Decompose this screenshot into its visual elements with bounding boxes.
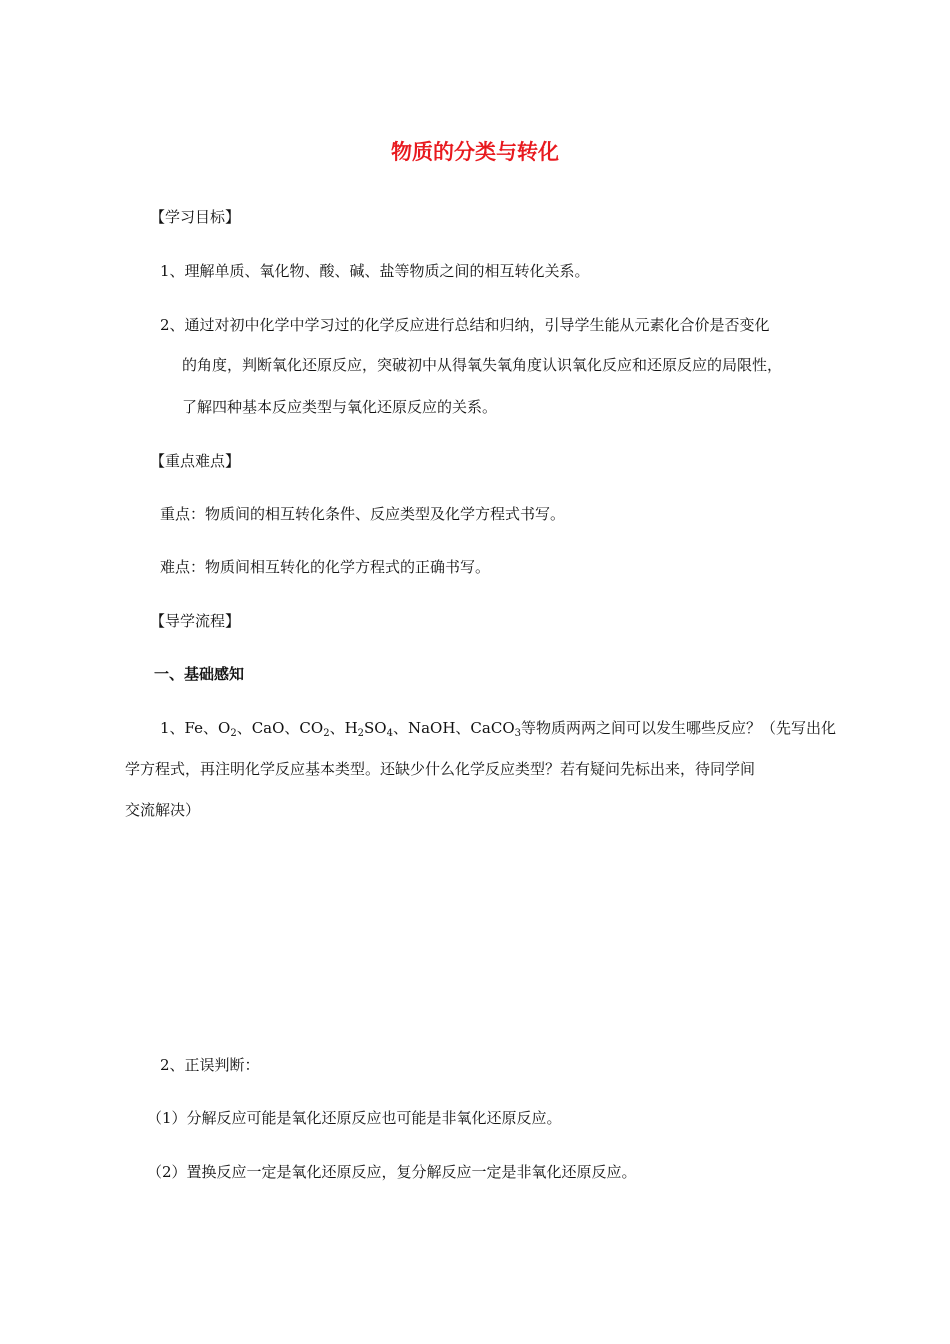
q1-subscript: 2 [357, 728, 365, 739]
q1-text: 、NaOH、CaCO [392, 719, 515, 737]
question-1-line-2: 学方程式，再注明化学反应基本类型。还缺少什么化学反应类型？若有疑问先标出来，待同学间 [125, 760, 756, 778]
question-1-line-3: 交流解决） [125, 801, 201, 819]
key-points-heading: 【重点难点】 [150, 452, 241, 470]
q1-text: 1、Fe、O [160, 719, 231, 737]
q1-text: 、CaO、CO [236, 719, 324, 737]
objective-item-2-line-3: 了解四种基本反应类型与氧化还原反应的关系。 [182, 398, 498, 416]
q1-subscript: 4 [386, 728, 393, 739]
q1-text: 、H [329, 719, 358, 737]
key-point: 重点：物质间的相互转化条件、反应类型及化学方程式书写。 [160, 505, 566, 523]
q1-subscript: 3 [514, 728, 522, 739]
objective-item-1: 1、理解单质、氧化物、酸、碱、盐等物质之间的相互转化关系。 [160, 262, 590, 280]
section-basic-perception: 一、基础感知 [154, 665, 245, 683]
q1-subscript: 2 [230, 728, 237, 739]
q1-text: 等物质两两之间可以发生哪些反应？（先写出化 [521, 719, 837, 737]
objective-item-2-line-1: 2、通过对初中化学中学习过的化学反应进行总结和归纳，引导学生能从元素化合价是否变化 [160, 316, 770, 334]
q1-subscript: 2 [323, 728, 330, 739]
difficulty-point: 难点：物质间相互转化的化学方程式的正确书写。 [160, 558, 491, 576]
question-2-item-1: （1）分解反应可能是氧化还原反应也可能是非氧化还原反应。 [147, 1109, 562, 1127]
page-title: 物质的分类与转化 [391, 140, 559, 164]
objectives-heading: 【学习目标】 [150, 208, 241, 226]
question-2-heading: 2、正误判断： [160, 1056, 260, 1074]
guide-heading: 【导学流程】 [150, 612, 241, 630]
question-1-line-1 [160, 718, 836, 738]
q1-text: SO [364, 719, 387, 737]
question-2-item-2: （2）置换反应一定是氧化还原反应，复分解反应一定是非氧化还原反应。 [147, 1163, 637, 1181]
objective-item-2-line-2: 的角度，判断氧化还原反应，突破初中从得氧失氧角度认识氧化反应和还原反应的局限性， [182, 356, 783, 374]
